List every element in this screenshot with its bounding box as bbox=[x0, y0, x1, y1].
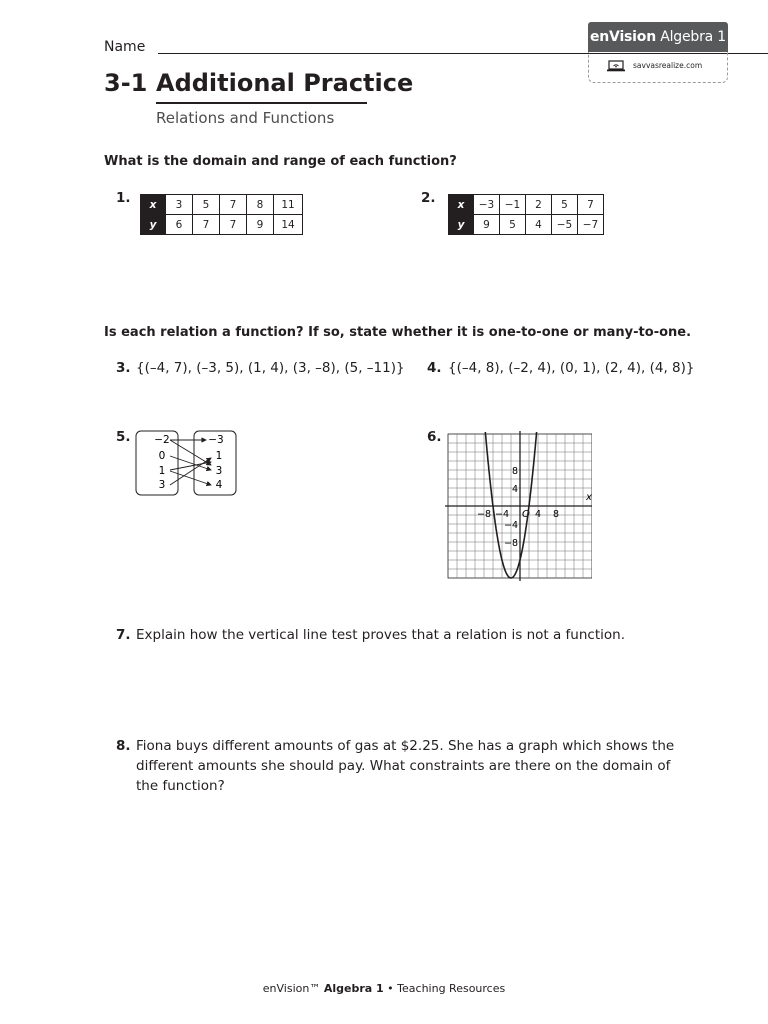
table-cell: 8 bbox=[247, 195, 274, 215]
table-cell: 5 bbox=[193, 195, 220, 215]
y-header: y bbox=[449, 215, 474, 235]
problem5-number: 5. bbox=[116, 429, 131, 445]
origin-label: O bbox=[522, 509, 530, 520]
x-axis-label: x bbox=[586, 492, 592, 503]
problem2-table bbox=[448, 194, 604, 235]
table-cell: −3 bbox=[474, 195, 500, 215]
lesson-number: 3-1 bbox=[104, 69, 148, 97]
title-rule bbox=[156, 102, 367, 104]
problem8-line: the function? bbox=[136, 778, 225, 794]
brand-box bbox=[588, 22, 728, 84]
table-cell: 7 bbox=[578, 195, 604, 215]
section1-instruction: What is the domain and range of each function? bbox=[104, 154, 457, 169]
problem1-table bbox=[140, 194, 303, 235]
table-cell: 2 bbox=[526, 195, 552, 215]
brand-url-box bbox=[588, 52, 728, 83]
table-cell: 9 bbox=[474, 215, 500, 235]
range-value: −3 bbox=[208, 434, 224, 446]
table-row-x bbox=[141, 195, 303, 215]
section2-instruction: Is each relation a function? If so, state whether it is one-to-one or many-to-one. bbox=[104, 325, 692, 340]
table-row-y bbox=[449, 215, 604, 235]
domain-value: 1 bbox=[158, 465, 166, 477]
y-tick-label: 4 bbox=[511, 484, 518, 495]
mapping-diagram bbox=[134, 428, 238, 498]
domain-value: 0 bbox=[158, 450, 166, 462]
x-tick-label: −4 bbox=[494, 509, 510, 520]
footer-brand: enVision™ bbox=[262, 982, 321, 995]
y-header: y bbox=[141, 215, 166, 235]
table-cell: 5 bbox=[552, 195, 578, 215]
x-tick-label: 8 bbox=[552, 509, 560, 520]
table-cell: 7 bbox=[220, 215, 247, 235]
laptop-icon bbox=[607, 60, 625, 72]
problem6-graph bbox=[440, 428, 592, 584]
x-tick-label: −8 bbox=[476, 509, 492, 520]
domain-value: −2 bbox=[154, 434, 170, 446]
table-cell: −7 bbox=[578, 215, 604, 235]
problem6-number: 6. bbox=[427, 429, 442, 445]
problem3-text: {(–4, 7), (–3, 5), (1, 4), (3, –8), (5, –11)} bbox=[136, 360, 405, 376]
table-row-x bbox=[449, 195, 604, 215]
domain-value: 3 bbox=[158, 479, 166, 491]
problem7-number: 7. bbox=[116, 627, 131, 643]
problem8-line: different amounts she should pay. What constraints are there on the domain of bbox=[136, 758, 671, 774]
table-cell: 14 bbox=[274, 215, 303, 235]
problem1-number: 1. bbox=[116, 190, 131, 206]
page-footer bbox=[0, 982, 768, 995]
problem4-text: {(–4, 8), (–2, 4), (0, 1), (2, 4), (4, 8)} bbox=[448, 360, 695, 376]
mapping-arrow bbox=[170, 471, 211, 485]
brand-prefix: enVision bbox=[590, 29, 656, 45]
lesson-title: Additional Practice bbox=[156, 69, 414, 97]
table-cell: 7 bbox=[220, 195, 247, 215]
brand-banner bbox=[588, 22, 728, 52]
footer-separator: • bbox=[387, 982, 394, 995]
problem8-number: 8. bbox=[116, 738, 131, 754]
lesson-subtitle: Relations and Functions bbox=[156, 109, 335, 127]
problem3-number: 3. bbox=[116, 360, 131, 376]
mapping-arrow bbox=[170, 458, 211, 485]
table-cell: −1 bbox=[500, 195, 526, 215]
table-cell: 9 bbox=[247, 215, 274, 235]
y-tick-label: −8 bbox=[503, 538, 518, 549]
table-cell: 5 bbox=[500, 215, 526, 235]
table-cell: 11 bbox=[274, 195, 303, 215]
x-tick-label: 4 bbox=[534, 509, 542, 520]
x-header: x bbox=[141, 195, 166, 215]
brand-product: Algebra 1 bbox=[660, 29, 726, 45]
problem4-number: 4. bbox=[427, 360, 442, 376]
table-row-y bbox=[141, 215, 303, 235]
mapping-arrow bbox=[170, 440, 211, 465]
problem2-number: 2. bbox=[421, 190, 436, 206]
table-cell: −5 bbox=[552, 215, 578, 235]
table-cell: 4 bbox=[526, 215, 552, 235]
range-value: 4 bbox=[215, 479, 223, 491]
brand-url[interactable]: savvasrealize.com bbox=[633, 61, 703, 70]
range-value: 1 bbox=[215, 450, 223, 462]
table-cell: 3 bbox=[166, 195, 193, 215]
y-tick-label: −4 bbox=[503, 520, 518, 531]
footer-resource: Teaching Resources bbox=[397, 982, 506, 995]
footer-product: Algebra 1 bbox=[323, 982, 384, 995]
y-tick-label: 8 bbox=[511, 466, 518, 477]
x-header: x bbox=[449, 195, 474, 215]
range-value: 3 bbox=[215, 465, 223, 477]
problem8-line: Fiona buys different amounts of gas at $2.25. She has a graph which shows the bbox=[136, 738, 675, 754]
name-label: Name bbox=[104, 39, 146, 55]
table-cell: 6 bbox=[166, 215, 193, 235]
problem7-text: Explain how the vertical line test proves that a relation is not a function. bbox=[136, 627, 625, 643]
table-cell: 7 bbox=[193, 215, 220, 235]
